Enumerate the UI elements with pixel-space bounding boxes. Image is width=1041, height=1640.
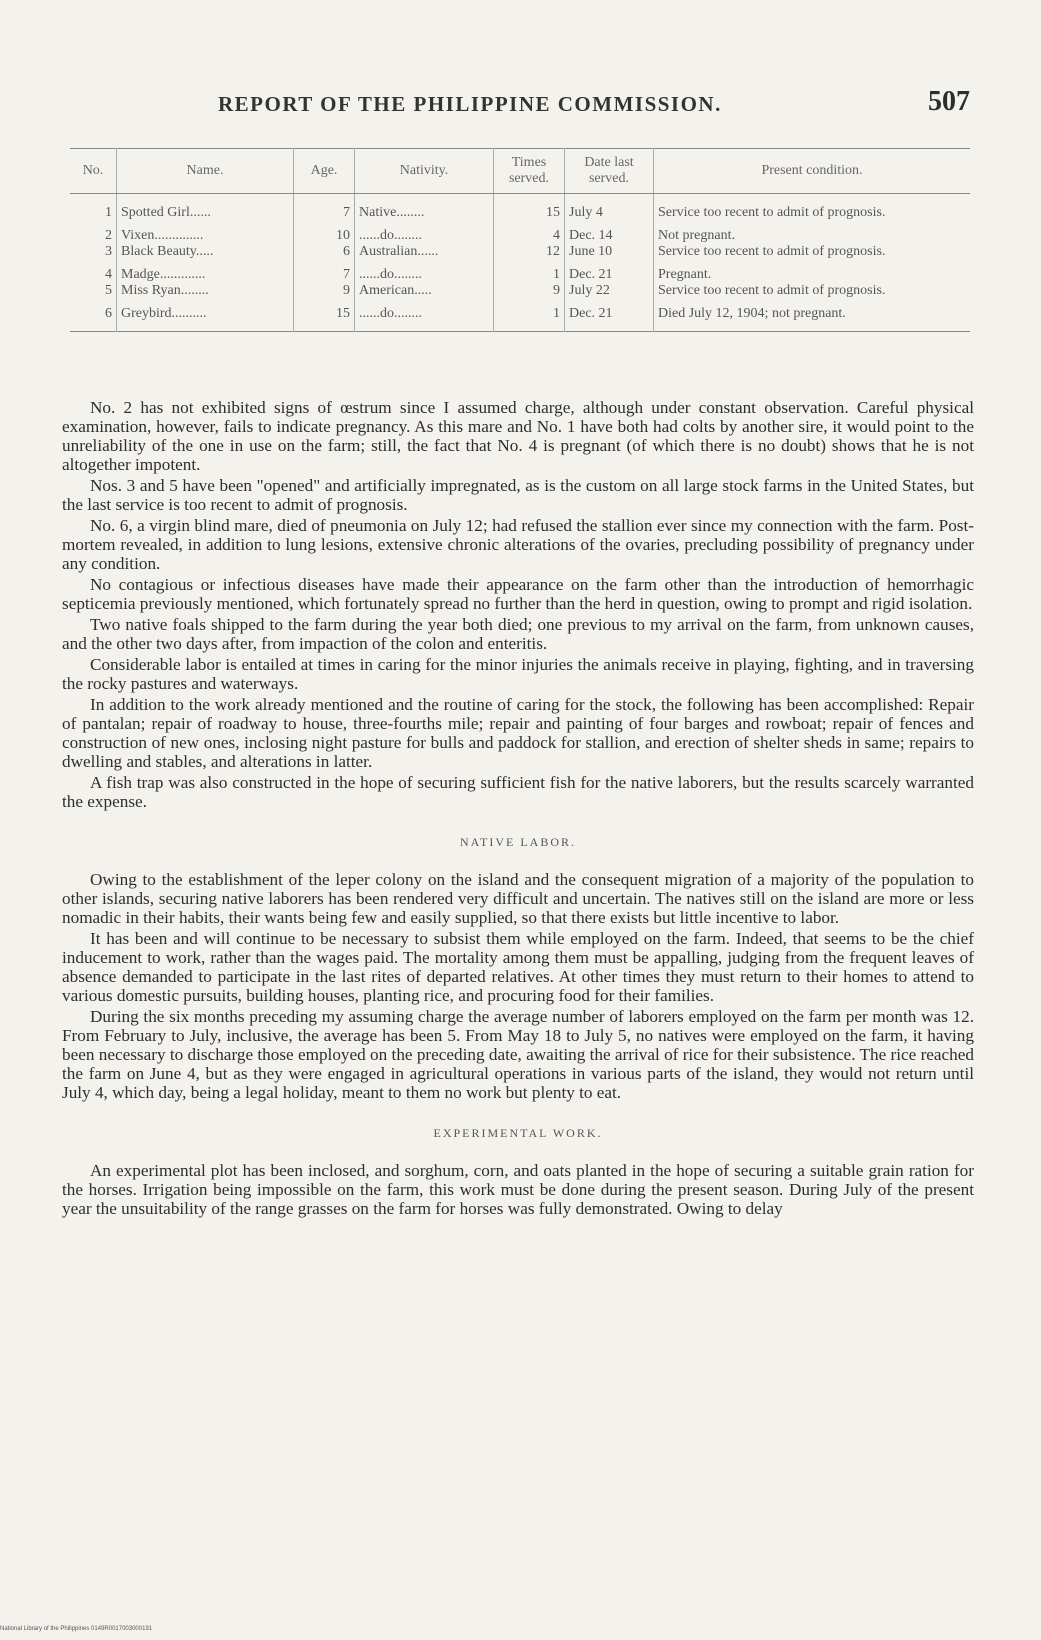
- paragraph: Owing to the establishment of the leper colony on the island and the consequent migration of a majority of the population to other islands, securing native laborers has been rendered very difficult and uncertain. The natives still on the island are more or less nomadic in their habits, their wants being few and easily supplied, so that there exists but little incentive to labor.: [62, 870, 974, 927]
- cell-nativity: ......do........: [355, 260, 494, 283]
- paragraph: No. 6, a virgin blind mare, died of pneumonia on July 12; had refused the stallion ever since my connection with the farm. Post-mortem revealed, in addition to lung lesions, extensive chronic alterations of the ovaries, precluding possibility of pregnancy under any condition.: [62, 516, 974, 573]
- table-row: [70, 283, 970, 299]
- cell-name: Madge.............: [117, 260, 294, 283]
- table-row: [70, 194, 970, 222]
- cell-no: 4: [70, 260, 117, 283]
- cell-times-served: 15: [494, 194, 565, 222]
- cell-name: Spotted Girl......: [117, 194, 294, 222]
- paragraph: No contagious or infectious diseases have made their appearance on the farm other than the introduction of hemorrhagic septicemia previously mentioned, which fortunately spread no further than the herd in question, owing to prompt and rigid isolation.: [62, 575, 974, 613]
- col-header-age: Age.: [294, 149, 355, 194]
- paragraph: In addition to the work already mentioned and the routine of caring for the stock, the following has been accomplished: Repair of pantalan; repair of roadway to house, three-fourths mile; repair and painting of four barges and rowboat; repair of fences and construction of new ones, inclosing night pasture for bulls and paddock for stallion, and erection of shelter sheds in same; repairs to dwelling and stables, and alterations in latter.: [62, 695, 974, 771]
- cell-date-last-served: Dec. 21: [565, 299, 654, 332]
- col-header-no: No.: [70, 149, 117, 194]
- cell-nativity: Native........: [355, 194, 494, 222]
- table-row: [70, 221, 970, 244]
- cell-present-condition: Pregnant.: [658, 267, 712, 282]
- cell-nativity: American.....: [355, 283, 494, 299]
- cell-date-last-served: Dec. 21: [565, 260, 654, 283]
- paragraph: Nos. 3 and 5 have been "opened" and artificially impregnated, as is the custom on all large stock farms in the United States, but the last service is too recent to admit of prognosis.: [62, 476, 974, 514]
- archive-footer: National Library of the Philippines 0149R0017003000191: [0, 1626, 153, 1632]
- cell-age: 10: [294, 221, 355, 244]
- cell-present-condition: Died July 12, 1904; not pregnant.: [658, 306, 846, 321]
- cell-present-condition: Service too recent to admit of prognosis.: [658, 205, 886, 220]
- cell-date-last-served: July 22: [565, 283, 654, 299]
- page-number: 507: [928, 86, 970, 117]
- cell-date-last-served: July 4: [565, 194, 654, 222]
- page-header: [70, 86, 970, 126]
- cell-present-condition: Not pregnant.: [658, 228, 735, 243]
- cell-present-condition: Service too recent to admit of prognosis.: [658, 283, 886, 298]
- paragraph: An experimental plot has been inclosed, and sorghum, corn, and oats planted in the hope of securing a suitable grain ration for the horses. Irrigation being impossible on the farm, this work must be done during the present season. During July of the present year the unsuitability of the range grasses on the farm for horses was fully demonstrated. Owing to delay: [62, 1161, 974, 1218]
- cell-age: 7: [294, 260, 355, 283]
- cell-age: 7: [294, 194, 355, 222]
- cell-nativity: ......do........: [355, 299, 494, 332]
- cell-date-last-served: Dec. 14: [565, 221, 654, 244]
- col-header-times-served: Times served.: [494, 149, 565, 194]
- cell-no: 3: [70, 244, 117, 260]
- col-header-name: Name.: [117, 149, 294, 194]
- paragraph: During the six months preceding my assuming charge the average number of laborers employed on the farm per month was 12. From February to July, inclusive, the average has been 5. From May 18 to July 5, no natives were employed on the farm, it having been necessary to discharge those employed on the preceding date, awaiting the arrival of rice for their subsistence. The rice reached the farm on June 4, but as they were engaged in agricultural operations in various parts of the island, they would not return until July 4, which day, being a legal holiday, meant to them no work but plenty to eat.: [62, 1007, 974, 1102]
- stud-record-table: [70, 148, 970, 332]
- cell-nativity: Australian......: [355, 244, 494, 260]
- cell-no: 6: [70, 299, 117, 332]
- table-row: [70, 244, 970, 260]
- paragraph: Two native foals shipped to the farm during the year both died; one previous to my arrival on the farm, from unknown causes, and the other two days after, from impaction of the colon and enteritis.: [62, 615, 974, 653]
- section-heading-native-labor: NATIVE LABOR.: [460, 835, 576, 849]
- section-heading-experimental-work: EXPERIMENTAL WORK.: [433, 1126, 603, 1140]
- cell-name: Black Beauty.....: [117, 244, 294, 260]
- cell-times-served: 12: [494, 244, 565, 260]
- paragraph: No. 2 has not exhibited signs of œstrum since I assumed charge, although under constant observation. Careful physical examination, however, fails to indicate pregnancy. As this mare and No. 1 have both had colts by another sire, it would point to the unreliability of the one in use on the farm; still, the fact that No. 4 is pregnant (of which there is no doubt) shows that he is not altogether impotent.: [62, 398, 974, 474]
- cell-name: Miss Ryan........: [117, 283, 294, 299]
- paragraph: Considerable labor is entailed at times in caring for the minor injuries the animals receive in playing, fighting, and in traversing the rocky pastures and waterways.: [62, 655, 974, 693]
- cell-age: 6: [294, 244, 355, 260]
- cell-age: 9: [294, 283, 355, 299]
- cell-nativity: ......do........: [355, 221, 494, 244]
- col-header-date-last-served: Date last served.: [565, 149, 654, 194]
- page-title: REPORT OF THE PHILIPPINE COMMISSION.: [218, 92, 722, 116]
- col-header-present-condition: Present condition.: [654, 149, 971, 194]
- cell-no: 2: [70, 221, 117, 244]
- cell-name: Vixen..............: [117, 221, 294, 244]
- cell-times-served: 1: [494, 260, 565, 283]
- paragraph: It has been and will continue to be necessary to subsist them while employed on the farm. Indeed, that seems to be the chief inducement to work, rather than the wages paid. The mortality among them must be appalling, judging from the frequent leaves of absence demanded to participate in the last rites of departed relatives. At other times they must return to their homes to attend to various domestic pursuits, building houses, planting rice, and procuring food for their families.: [62, 929, 974, 1005]
- table-header-row: [70, 149, 970, 194]
- body-text: [62, 398, 974, 1220]
- table-row: [70, 299, 970, 332]
- cell-times-served: 9: [494, 283, 565, 299]
- cell-no: 1: [70, 194, 117, 222]
- table-row: [70, 260, 970, 283]
- cell-no: 5: [70, 283, 117, 299]
- cell-age: 15: [294, 299, 355, 332]
- cell-times-served: 1: [494, 299, 565, 332]
- paragraph: A fish trap was also constructed in the hope of securing sufficient fish for the native laborers, but the results scarcely warranted the expense.: [62, 773, 974, 811]
- cell-present-condition: Service too recent to admit of prognosis.: [658, 244, 886, 259]
- cell-date-last-served: June 10: [565, 244, 654, 260]
- cell-name: Greybird..........: [117, 299, 294, 332]
- cell-times-served: 4: [494, 221, 565, 244]
- col-header-nativity: Nativity.: [355, 149, 494, 194]
